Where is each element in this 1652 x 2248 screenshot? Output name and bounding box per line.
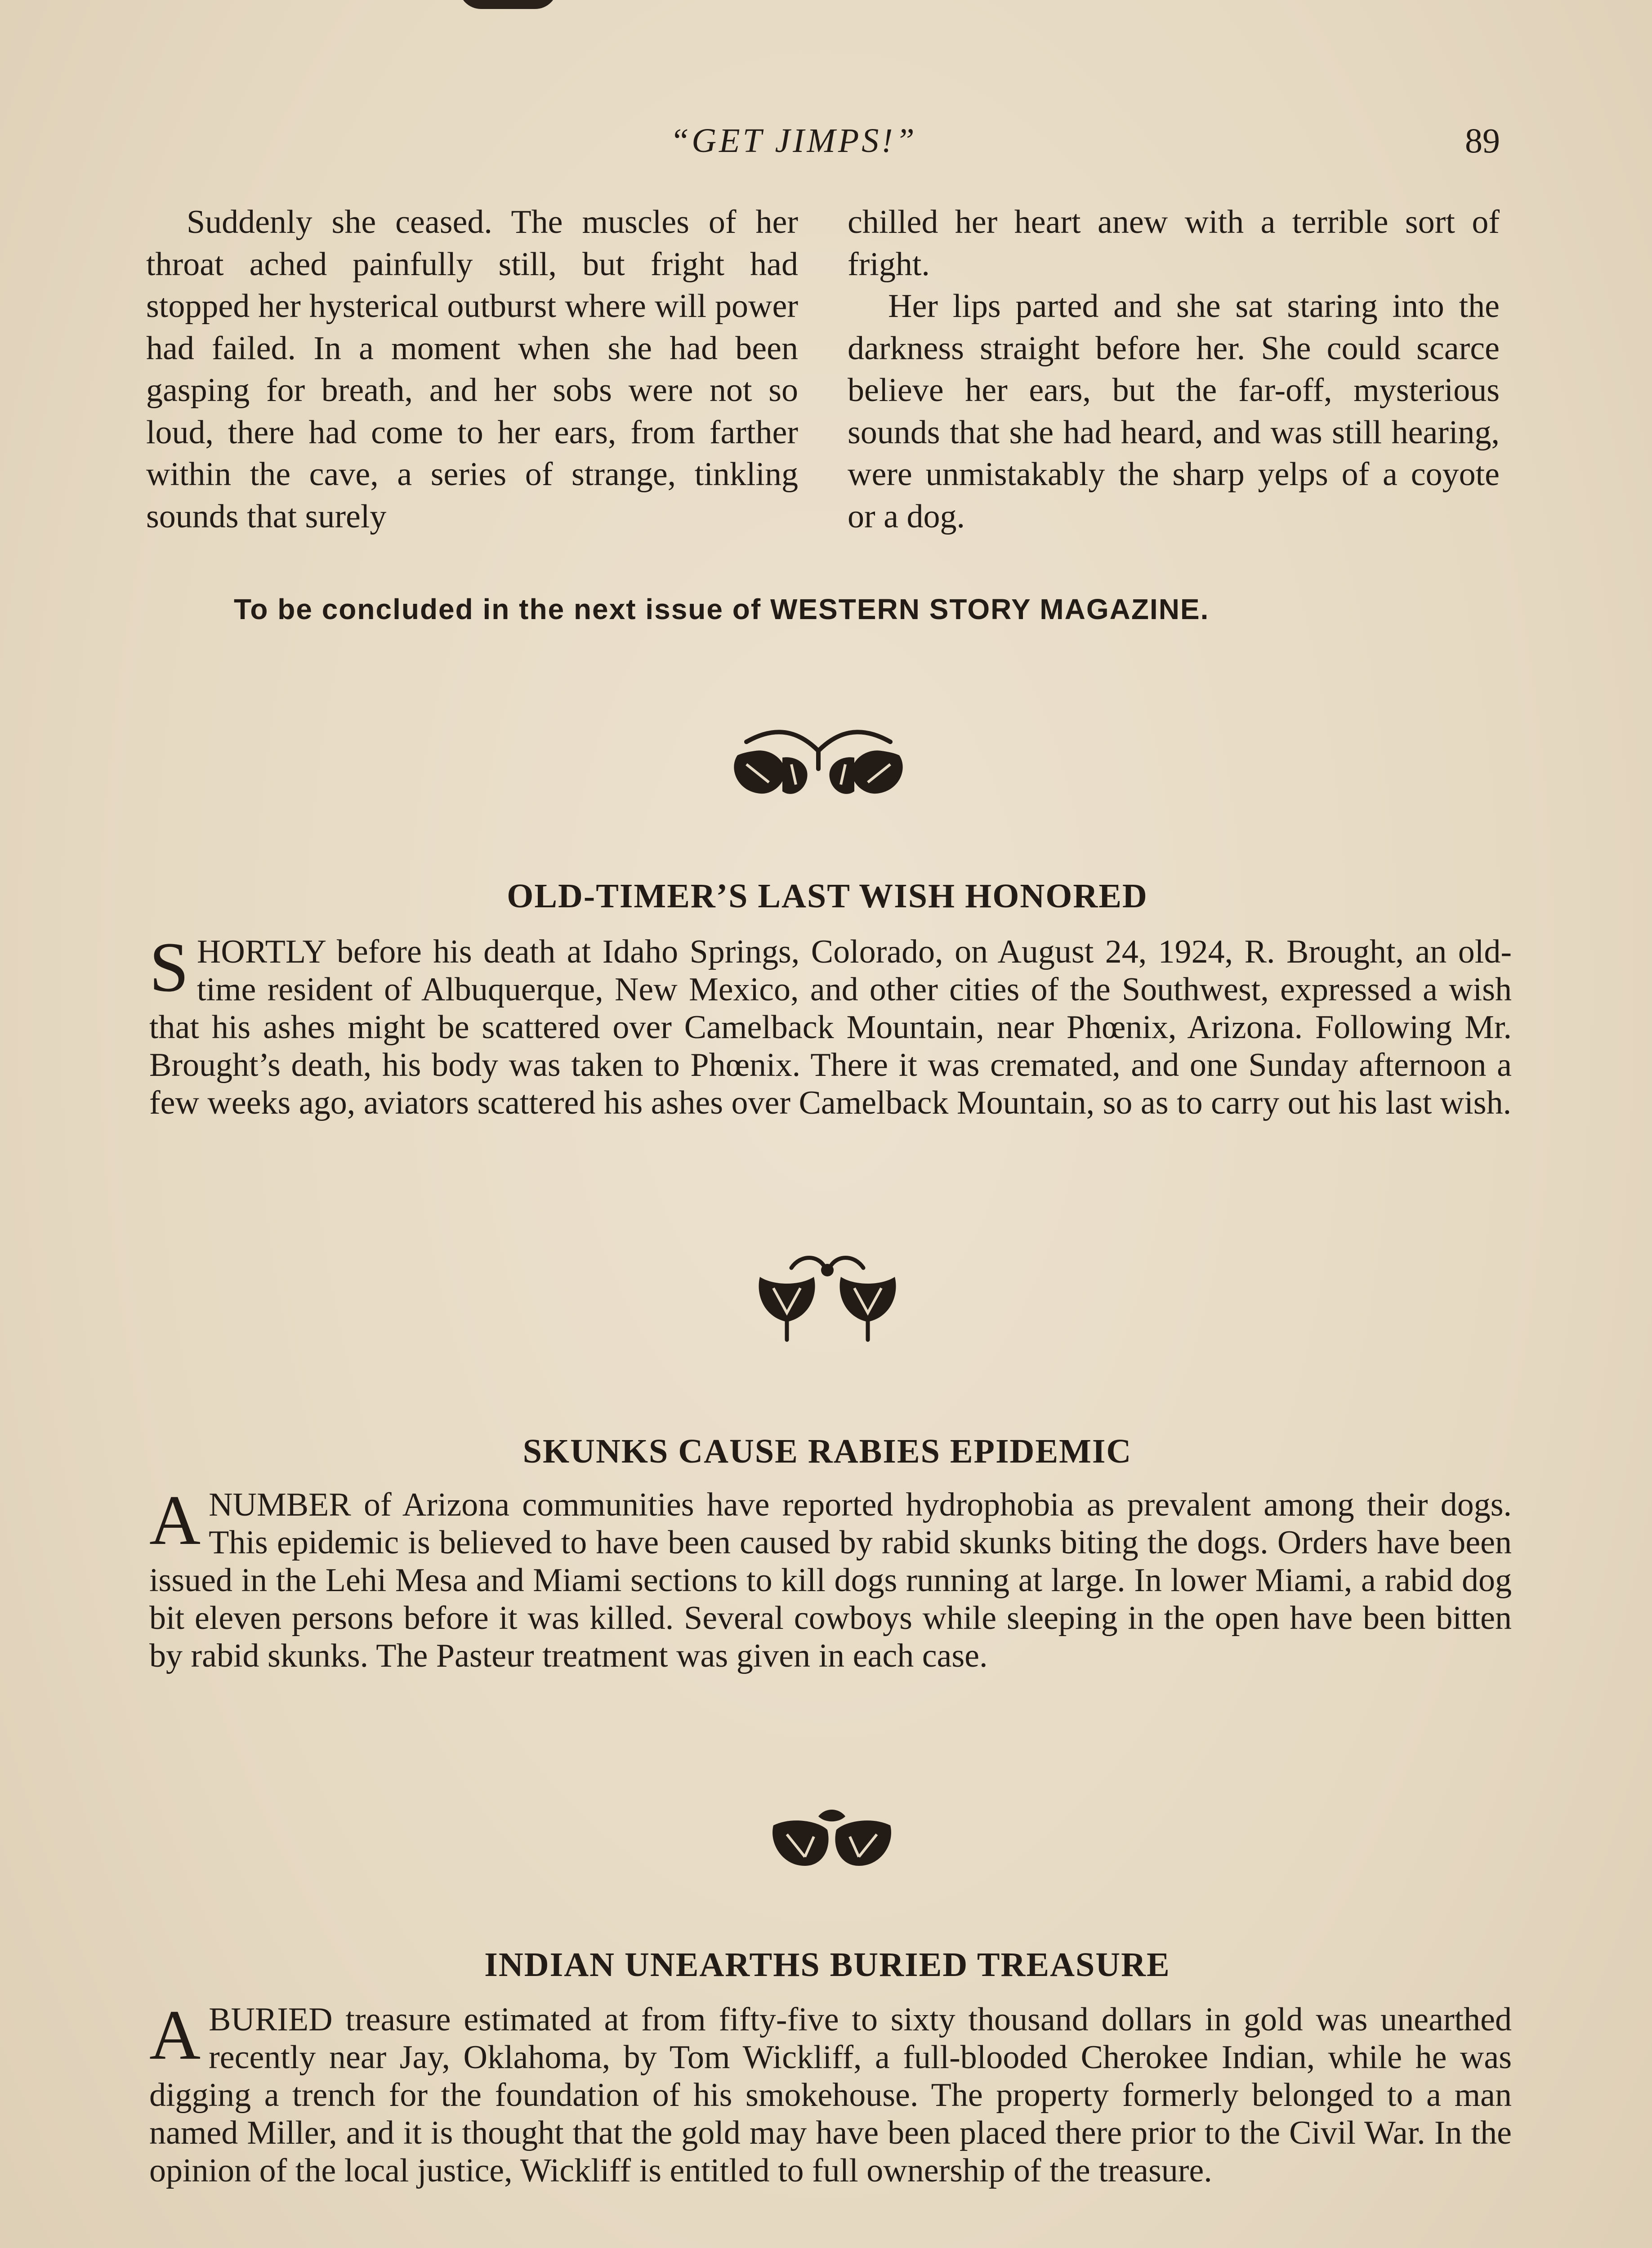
article-title: INDIAN UNEARTHS BURIED TREASURE (484, 1946, 1170, 1984)
story-column-left (146, 201, 798, 538)
article-text: BURIED treasure estimated at from fifty-five to sixty thousand dollars in gold was unearthed recently near Jay, Oklahoma, by Tom Wickliff, a full-blooded Cherokee Indian, while he was digging a trench for the foundation of his smokehouse. The property formerly belonged to a man named Miller, and it is thought that the gold may have been placed there prior to the Civil War. In the opinion of the local justice, Wickliff is entitled to full ownership of the treasure. (149, 2001, 1512, 2189)
article-body (149, 928, 1512, 1122)
article-text: NUMBER of Arizona communities have reported hydrophobia as prevalent among their dogs. This epidemic is believed to have been caused by rabid skunks biting the dogs. Orders have been issued in the Lehi Mesa and Miami sections to kill dogs running at large. In lower Miami, a rabid dog bit eleven persons before it was killed. Several cowboys while sleeping in the open have been bitten by rabid skunks. The Pasteur treatment was given in each case. (149, 1486, 1512, 1674)
article-title: SKUNKS CAUSE RABIES EPIDEMIC (522, 1432, 1132, 1470)
drop-cap: S (149, 928, 189, 1007)
running-head: “GET JIMPS!” (670, 122, 917, 160)
floral-ornament-icon (764, 1803, 899, 1875)
floral-ornament-icon (737, 1250, 917, 1349)
article-title: OLD-TIMER’S LAST WISH HONORED (507, 877, 1148, 915)
page-number: 89 (1465, 121, 1500, 160)
story-paragraph-continuation: chilled her heart anew with a terrible sort of fright. (848, 204, 1500, 283)
top-edge-ornament (459, 0, 558, 9)
floral-ornament-icon (719, 715, 917, 805)
article-body (149, 1996, 1512, 2190)
article-text: HORTLY before his death at Idaho Springs, Colorado, on August 24, 1924, R. Brought, an old-time resident of Albuquerque, New Mexico, and other cities of the Southwest, expressed a wish that his ashes might be scattered over Camelback Mountain, near Phœnix, Arizona. Following Mr. Brought’s death, his body was taken to Phœnix. There it was cremated, and one Sunday afternoon a few weeks ago, aviators scattered his ashes over Camelback Mountain, so as to carry out his last wish. (149, 933, 1512, 1121)
story-column-right (848, 201, 1500, 538)
story-paragraph: Suddenly she ceased. The muscles of her throat ached painfully still, but fright had stopped her hysterical outburst where will power had failed. In a moment when she had been gasping for breath, and her sobs were not so loud, there had come to her ears, from farther within the cave, a series of strange, tinkling sounds that surely (146, 204, 798, 535)
drop-cap: A (149, 1481, 201, 1560)
story-paragraph: Her lips parted and she sat staring into the darkness straight before her. She could scarce believe her ears, but the far-off, mysterious sounds that she had heard, and was still hearing, were unmistakably the sharp yelps of a coyote or a dog. (848, 288, 1500, 535)
article-body (149, 1481, 1512, 1675)
drop-cap: A (149, 1996, 201, 2074)
concluded-note: To be concluded in the next issue of WESTERN STORY MAGAZINE. (234, 593, 1210, 625)
